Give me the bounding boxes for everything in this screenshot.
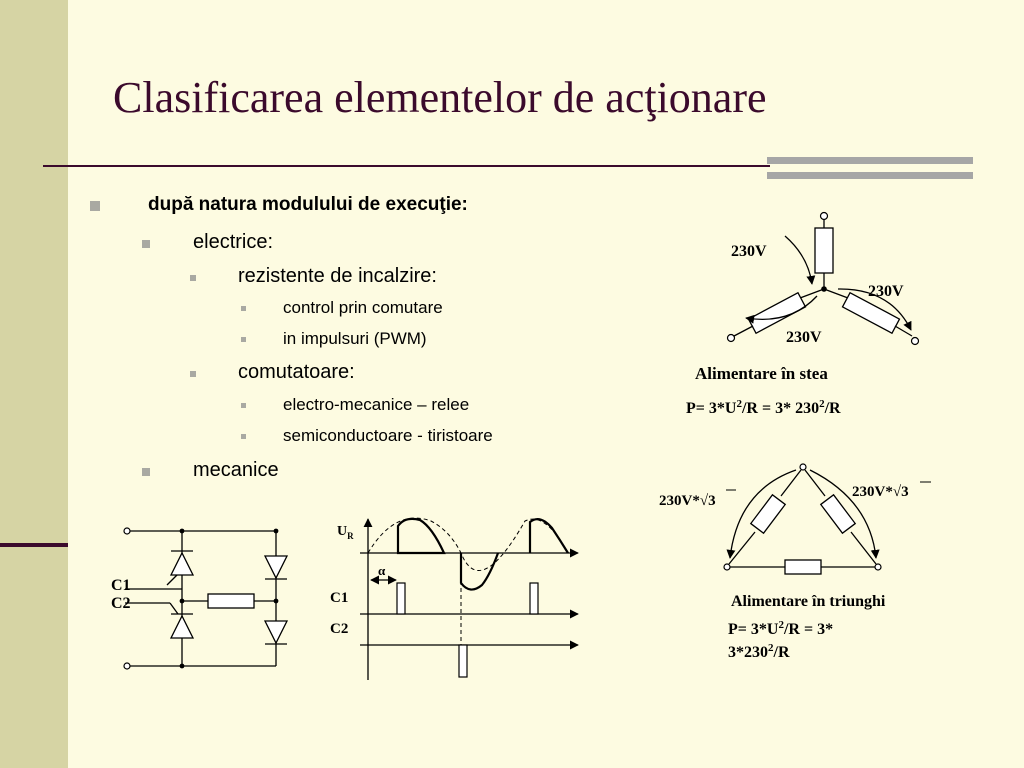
thyristor-upper-gate — [167, 575, 177, 585]
delta-resistor-left — [751, 495, 785, 533]
delta-power-formula-line2: $3*230^2/R$ — [728, 642, 790, 661]
circuit-node — [180, 664, 185, 669]
thyristor-circuit-diagram — [111, 528, 287, 669]
bullet-text: electro-mecanice – relee — [283, 395, 470, 414]
bullet-text: mecanice — [193, 459, 279, 481]
bullet-text: in impulsuri (PWM) — [283, 329, 427, 348]
star-voltage-right-label: 230V — [868, 283, 904, 300]
star-voltage-top-label: 230V — [731, 243, 767, 260]
bullet-text: semiconductoare - tiristoare — [283, 426, 493, 445]
delta-caption: Alimentare în triunghi — [731, 593, 886, 610]
bullet-text: control prin comutare — [283, 298, 443, 317]
circuit-node — [180, 599, 185, 604]
bullet-text: după natura modulului de execuţie: — [148, 194, 468, 215]
circuit-node — [274, 529, 279, 534]
delta-voltage-left-label: 230V*√3 — [659, 493, 716, 509]
delta-wire — [805, 470, 825, 496]
circuit-terminal-bottom — [124, 663, 130, 669]
circuit-node — [180, 529, 185, 534]
delta-terminal-right — [875, 564, 881, 570]
circuit-label-c1: C1 — [111, 577, 131, 594]
bullet-text: rezistente de incalzire: — [238, 265, 437, 287]
delta-power-formula-line1: $P= 3*U^2/R = 3*$ — [728, 619, 834, 638]
thyristor-lower — [171, 616, 193, 638]
slide-title: Clasificarea elementelor de acţionare — [113, 73, 767, 122]
star-wire-left — [800, 289, 824, 298]
delta-resistor-right — [821, 495, 855, 533]
thyristor-upper — [171, 553, 193, 575]
star-wire-right — [824, 289, 848, 298]
c2-gate-pulse — [459, 645, 467, 677]
star-terminal-right — [912, 338, 919, 345]
star-caption: Alimentare în stea — [695, 364, 828, 383]
delta-wire — [729, 532, 755, 564]
circuit-node — [274, 599, 279, 604]
waveform-label-ur: $U_R$ — [337, 524, 354, 541]
bullet-text: electrice: — [193, 231, 274, 253]
star-voltage-arrow-top — [785, 236, 812, 284]
phase-control-waveform — [330, 518, 578, 680]
delta-connection-diagram — [659, 464, 931, 661]
star-voltage-bottom-label: 230V — [786, 329, 822, 346]
delta-terminal-left — [724, 564, 730, 570]
diode-upper — [265, 556, 287, 578]
thyristor-lower-gate — [170, 603, 178, 614]
star-connection-diagram — [686, 213, 919, 418]
waveform-label-c1: C1 — [330, 590, 349, 606]
c1-gate-pulse — [530, 583, 538, 614]
c1-gate-pulse — [397, 583, 405, 614]
star-terminal-left — [728, 335, 735, 342]
circuit-terminal-top — [124, 528, 130, 534]
star-resistor-left — [749, 293, 806, 333]
firing-angle-label: α — [378, 563, 386, 578]
star-power-formula: $P= 3*U^2/R = 3*$ $230^2/R$ — [686, 398, 841, 417]
delta-terminal-top — [800, 464, 806, 470]
star-resistor-top — [815, 228, 833, 273]
diode-lower — [265, 621, 287, 643]
delta-voltage-right-label: 230V*√3 — [852, 484, 909, 500]
circuit-label-c2: C2 — [111, 595, 131, 612]
circuit-load-resistor — [208, 594, 254, 608]
star-terminal-top — [821, 213, 828, 220]
conduction-pulse-positive — [530, 519, 568, 553]
star-wire-left-out — [734, 326, 753, 336]
delta-wire — [781, 470, 801, 496]
delta-resistor-bottom — [785, 560, 821, 574]
waveform-label-c2: C2 — [330, 621, 349, 637]
conduction-pulse-negative — [461, 553, 498, 590]
bullet-text: comutatoare: — [238, 361, 355, 383]
conduction-pulse-positive — [398, 519, 444, 553]
